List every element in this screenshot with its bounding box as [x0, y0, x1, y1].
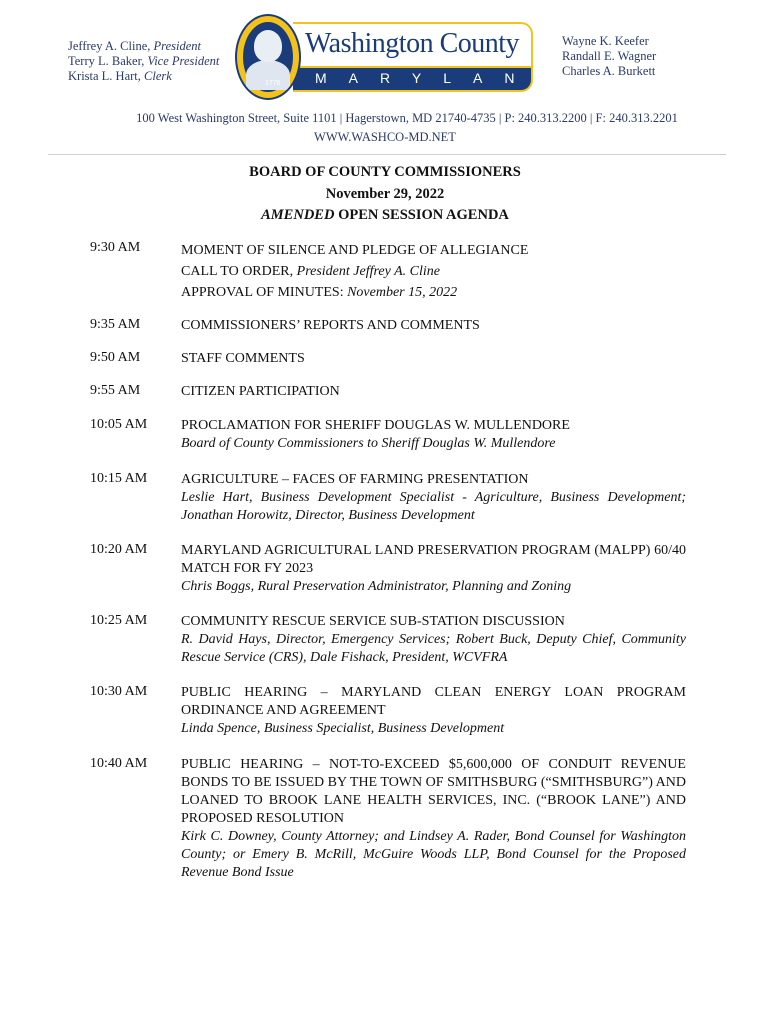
agenda-title: COMMUNITY RESCUE SERVICE SUB-STATION DISCUSSION	[181, 614, 565, 629]
seal-year: 1776	[265, 80, 281, 87]
commissioner-members	[562, 34, 656, 79]
logo-title: Washington County	[305, 28, 520, 59]
officer-president: Jeffrey A. Cline, President	[68, 39, 201, 53]
agenda-time: 10:40 AM	[90, 756, 148, 771]
agenda-speakers: Board of County Commissioners to Sheriff Douglas W. Mullendore	[181, 436, 556, 451]
header-divider	[48, 154, 726, 155]
meeting-date: November 29, 2022	[325, 186, 445, 202]
agenda-title: CITIZEN PARTICIPATION	[181, 384, 340, 399]
agenda-title: MARYLAND AGRICULTURAL LAND PRESERVATION PROGRAM (MALPP) 60/40 MATCH FOR FY 2023	[181, 543, 686, 576]
washington-county-logo	[235, 14, 569, 102]
agenda-time: 10:15 AM	[90, 471, 148, 486]
agenda-title: AMENDED OPEN SESSION AGENDA	[261, 207, 509, 223]
agenda-content	[181, 240, 686, 303]
agenda-time: 10:20 AM	[90, 542, 148, 557]
agenda-title: PUBLIC HEARING – MARYLAND CLEAN ENERGY LOAN PROGRAM ORDINANCE AND AGREEMENT	[181, 685, 686, 718]
website-link[interactable]: WWW.WASHCO-MD.NET	[314, 130, 456, 144]
commissioner-name: Charles A. Burkett	[562, 64, 656, 78]
agenda-time: 10:30 AM	[90, 684, 148, 699]
agenda-title: APPROVAL OF MINUTES: November 15, 2022	[181, 285, 458, 300]
agenda-title: COMMISSIONERS’ REPORTS AND COMMENTS	[181, 318, 480, 333]
officer-clerk: Krista L. Hart, Clerk	[68, 69, 172, 83]
agenda-time: 9:30 AM	[90, 240, 141, 255]
agenda-speakers: Linda Spence, Business Specialist, Business Development	[181, 721, 505, 736]
agenda-title: AGRICULTURE – FACES OF FARMING PRESENTATION	[181, 472, 529, 487]
agenda-title: PROCLAMATION FOR SHERIFF DOUGLAS W. MULLENDORE	[181, 418, 570, 433]
agenda-time: 10:05 AM	[90, 417, 148, 432]
officer-vice-president: Terry L. Baker, Vice President	[68, 54, 220, 68]
board-title: BOARD OF COUNTY COMMISSIONERS	[249, 164, 521, 180]
commissioner-name: Randall E. Wagner	[562, 49, 657, 63]
agenda-time: 9:55 AM	[90, 383, 141, 398]
agenda-title: PUBLIC HEARING – NOT-TO-EXCEED $5,600,000 OF CONDUIT REVENUE BONDS TO BE ISSUED BY THE TOWN OF SMITHSBURG (“SMITHSBURG”) AND LOANED TO BROOK LANE HEALTH SERVICES, INC. (“BROOK LANE”) AND PROPOSED RESOLUTION	[181, 757, 686, 826]
commissioner-officers	[68, 39, 219, 84]
county-seal-icon	[235, 14, 301, 100]
agenda-speakers: Leslie Hart, Business Development Specialist - Agriculture, Business Development; Jonathan Horowitz, Director, Business Development	[181, 490, 686, 523]
address-line: 100 West Washington Street, Suite 1101 | Hagerstown, MD 21740-4735 | P: 240.313.2200 | F: 240.313.2201	[136, 111, 678, 125]
commissioner-name: Wayne K. Keefer	[562, 34, 649, 48]
agenda-time: 10:25 AM	[90, 613, 148, 628]
agenda-title: CALL TO ORDER, President Jeffrey A. Cline	[181, 264, 440, 279]
agenda-title: MOMENT OF SILENCE AND PLEDGE OF ALLEGIANCE	[181, 243, 529, 258]
agenda-speakers: Kirk C. Downey, County Attorney; and Lindsey A. Rader, Bond Counsel for Washington County; or Emery B. McRill, McGuire Woods LLP, Bond Counsel for the Proposed Revenue Bond Issue	[181, 829, 686, 880]
logo-subtitle: MARYLAND	[315, 70, 569, 86]
agenda-time: 9:35 AM	[90, 317, 141, 332]
agenda-speakers: Chris Boggs, Rural Preservation Administrator, Planning and Zoning	[181, 579, 572, 594]
agenda-speakers: R. David Hays, Director, Emergency Services; Robert Buck, Deputy Chief, Community Rescue Service (CRS), Dale Fishack, President, WCVFRA	[181, 632, 686, 665]
agenda-time: 9:50 AM	[90, 350, 141, 365]
agenda-title: STAFF COMMENTS	[181, 351, 305, 366]
